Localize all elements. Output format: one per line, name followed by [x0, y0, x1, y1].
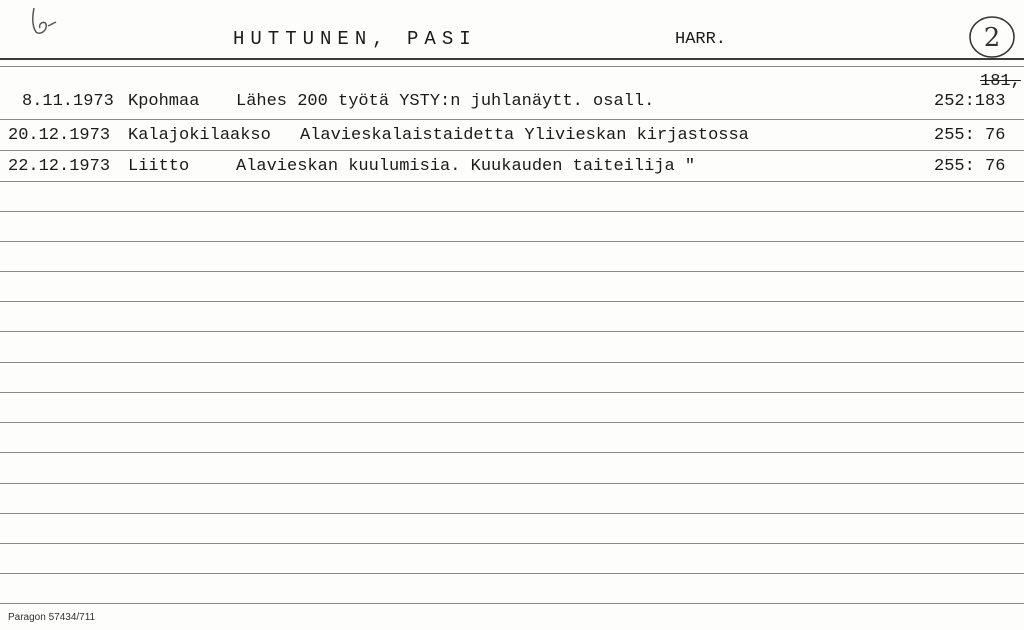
row-rule — [0, 603, 1024, 604]
printer-mark: Paragon 57434/711 — [8, 612, 96, 623]
row-rule — [0, 573, 1024, 574]
entry-title: Alavieskan kuulumisia. Kuukauden taiteilija " — [236, 157, 696, 176]
entry-row — [0, 157, 1024, 183]
row-rule — [0, 241, 1024, 242]
row-rule — [0, 513, 1024, 514]
row-rule — [0, 181, 1024, 182]
row-rule — [0, 331, 1024, 332]
entry-title: Lähes 200 työtä YSTY:n juhlanäytt. osall. — [236, 92, 655, 111]
entry-row — [0, 92, 1024, 118]
card-category: HARR. — [675, 30, 727, 49]
row-rule — [0, 301, 1024, 302]
header-rule-secondary — [0, 66, 1024, 67]
entry-row — [0, 126, 1024, 152]
row-rule — [0, 119, 1024, 120]
entry-ref: 255: 76 — [934, 126, 1006, 145]
handwritten-mark-icon — [26, 4, 66, 40]
row-rule — [0, 483, 1024, 484]
entry-ref: 252:183 — [934, 92, 1006, 111]
card-name: HUTTUNEN, PASI — [233, 28, 477, 50]
row-rule — [0, 422, 1024, 423]
entry-date: 22.12.1973 — [8, 157, 111, 176]
row-rule — [0, 271, 1024, 272]
entry-source: Kpohmaa — [128, 92, 200, 111]
entry-source: Kalajokilaakso — [128, 126, 271, 145]
entry-source: Liitto — [128, 157, 190, 176]
row-rule — [0, 362, 1024, 363]
entry-ref-extra: 181, — [980, 72, 1021, 91]
row-rule — [0, 452, 1024, 453]
row-rule — [0, 150, 1024, 151]
card-number: 2 — [983, 23, 1001, 53]
row-rule — [0, 392, 1024, 393]
entry-title: Alavieskalaistaidetta Ylivieskan kirjastossa — [300, 126, 749, 145]
entry-date: 20.12.1973 — [8, 126, 111, 145]
header-rule — [0, 58, 1024, 60]
entry-ref: 255: 76 — [934, 157, 1006, 176]
row-rule — [0, 211, 1024, 212]
row-rule — [0, 543, 1024, 544]
circled-number-icon — [966, 12, 1018, 62]
entry-date: 8.11.1973 — [22, 92, 114, 111]
